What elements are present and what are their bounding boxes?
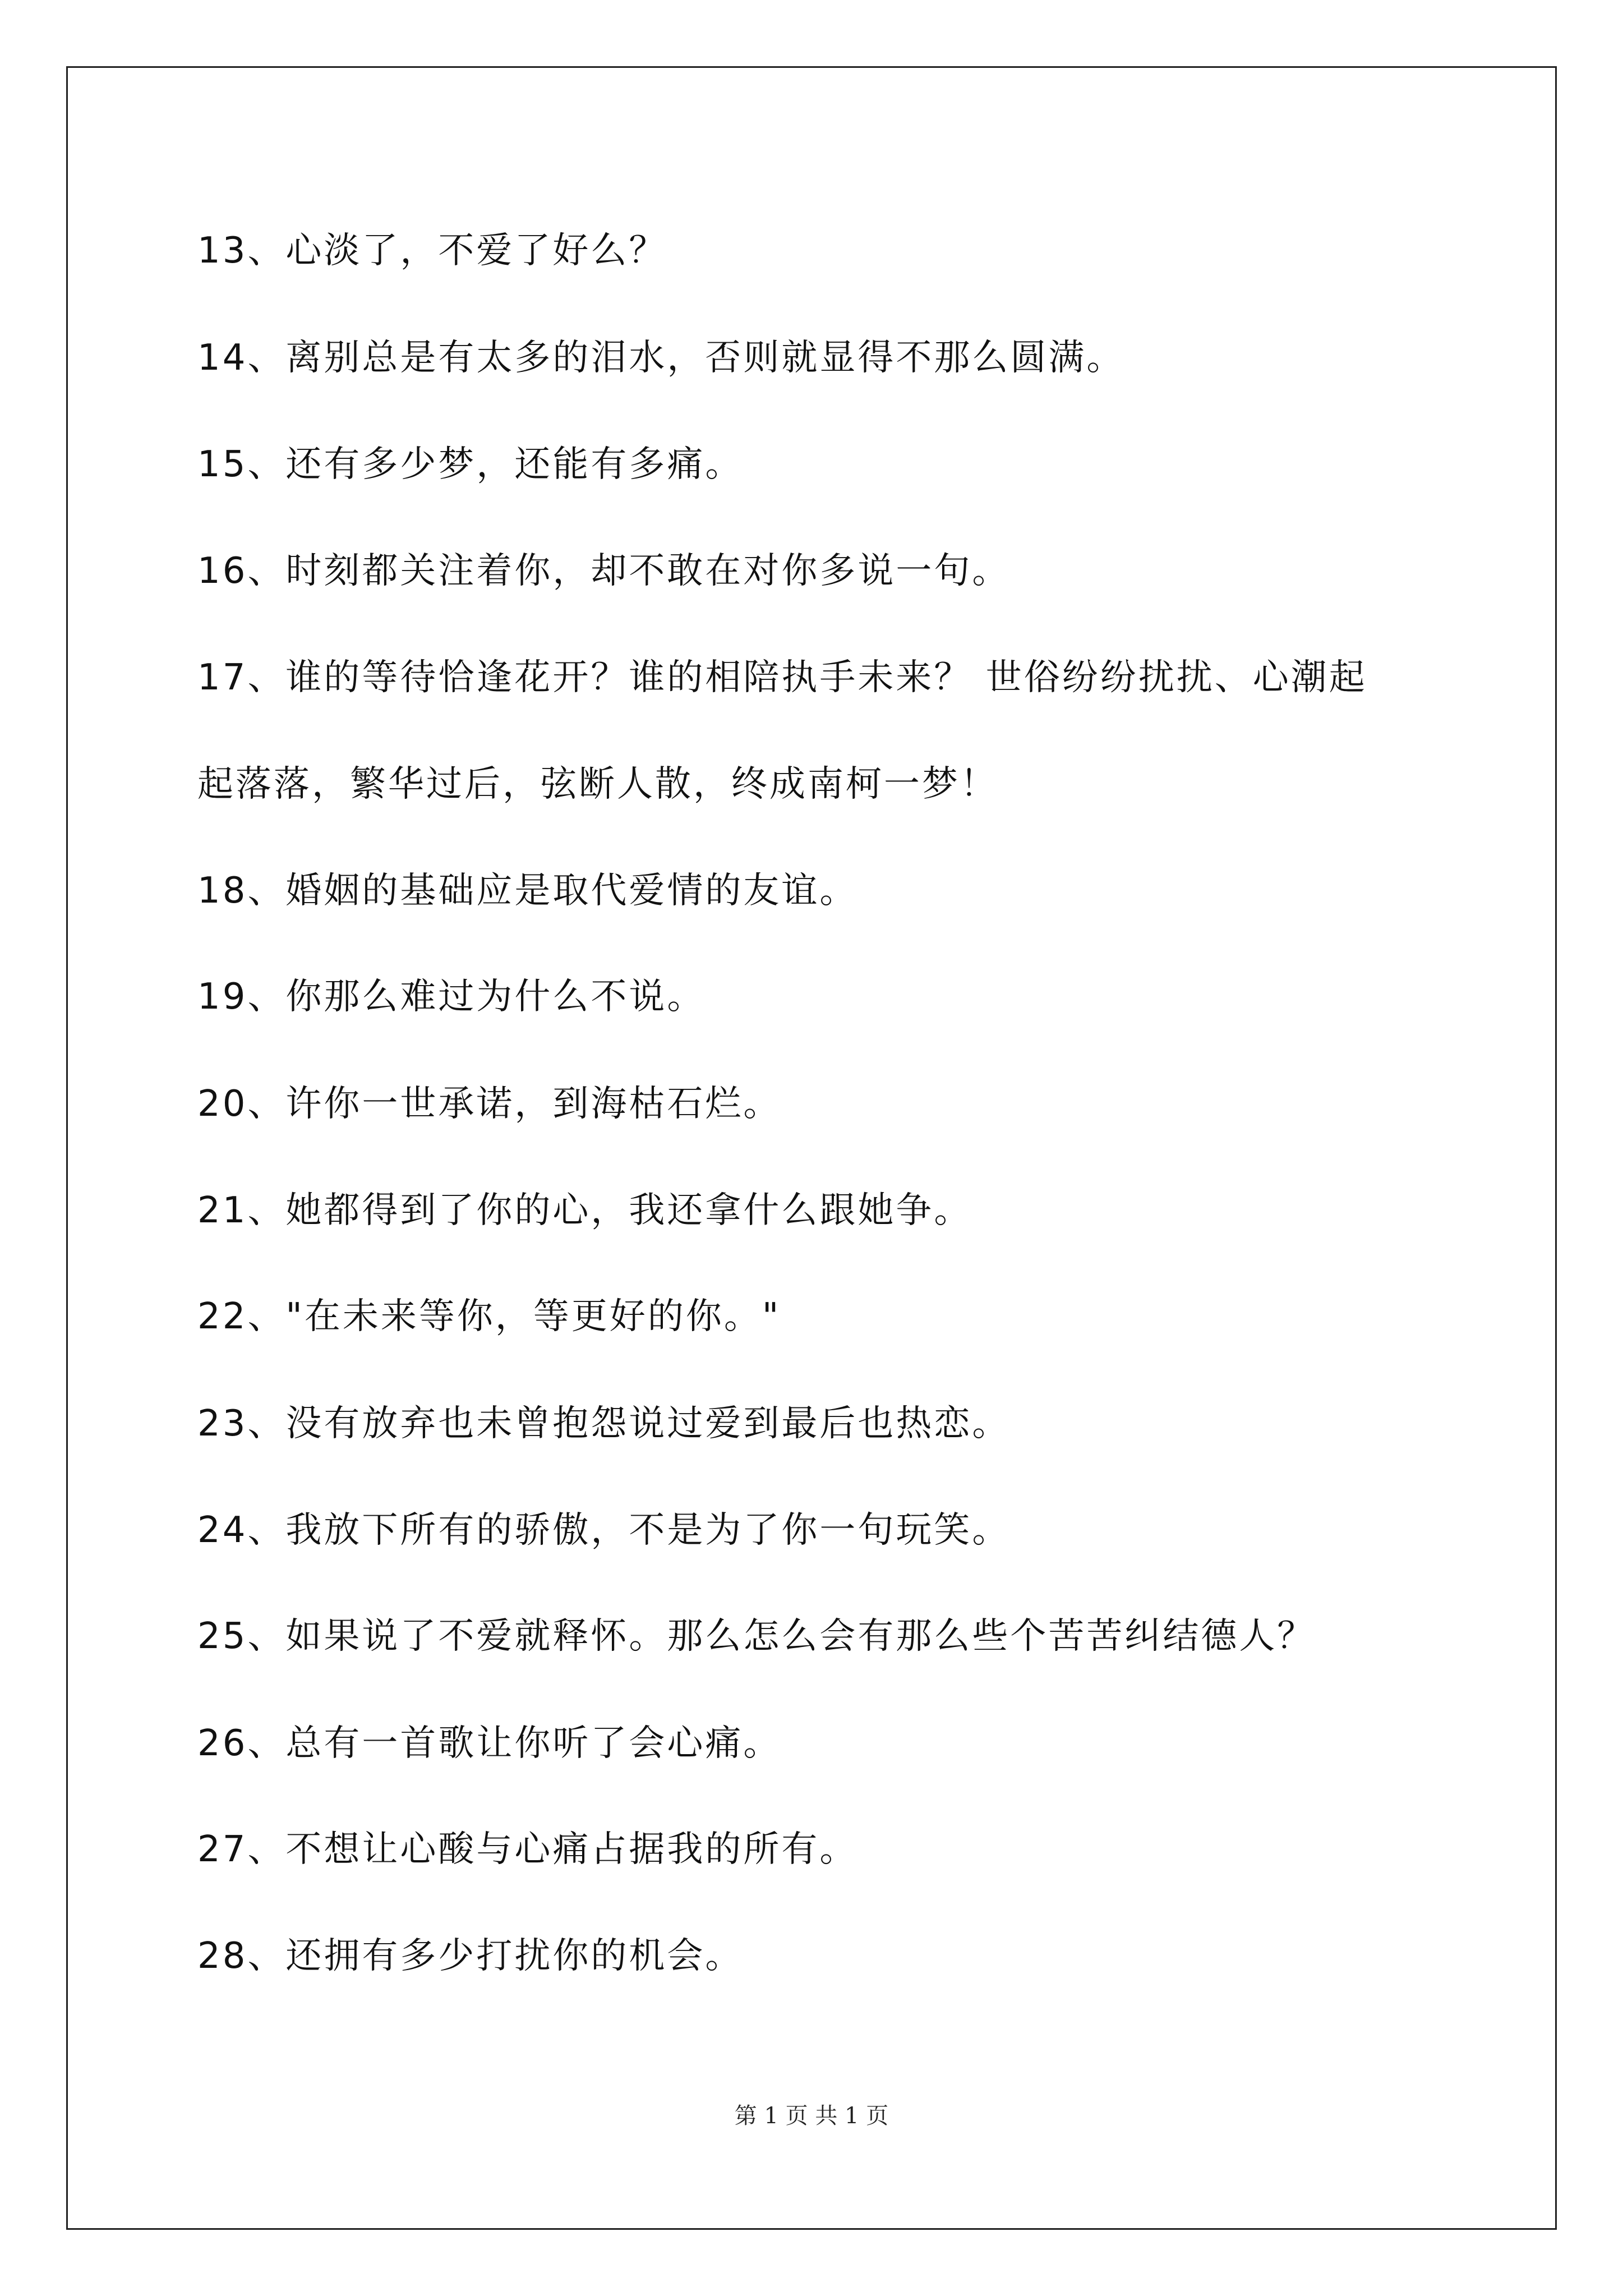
text-line: 18、婚姻的基础应是取代爱情的友谊。 [197,870,858,912]
text-line: 13、心淡了，不爱了好么？ [197,230,667,272]
page-footer: 第 1 页 共 1 页 [734,2103,889,2129]
text-line: 19、你那么难过为什么不说。 [197,976,706,1018]
text-line: 22、"在未来等你，等更好的你。" [197,1296,781,1337]
text-line: 21、她都得到了你的心，我还拿什么跟她争。 [197,1190,972,1231]
text-line: 起落落，繁华过后，弦断人散，终成南柯一梦！ [197,763,998,805]
text-line: 15、还有多少梦，还能有多痛。 [197,444,744,485]
text-line: 16、时刻都关注着你，却不敢在对你多说一句。 [197,550,1011,592]
text-line: 14、离别总是有太多的泪水，否则就显得不那么圆满。 [197,337,1125,379]
text-line: 27、不想让心酸与心痛占据我的所有。 [197,1829,858,1870]
text-line: 20、许你一世承诺，到海枯石烂。 [197,1083,782,1125]
text-line: 25、如果说了不爱就释怀。那么怎么会有那么些个苦苦纠结德人？ [197,1616,1316,1657]
text-line: 28、还拥有多少打扰你的机会。 [197,1935,744,1977]
page-border [66,66,1557,2230]
text-line: 23、没有放弃也未曾抱怨说过爱到最后也热恋。 [197,1403,1011,1444]
text-line: 24、我放下所有的骄傲，不是为了你一句玩笑。 [197,1510,1011,1551]
text-line: 26、总有一首歌让你听了会心痛。 [197,1723,782,1764]
text-line: 17、谁的等待恰逢花开？谁的相陪执手未来？ 世俗纷纷扰扰、心潮起 [197,657,1367,698]
